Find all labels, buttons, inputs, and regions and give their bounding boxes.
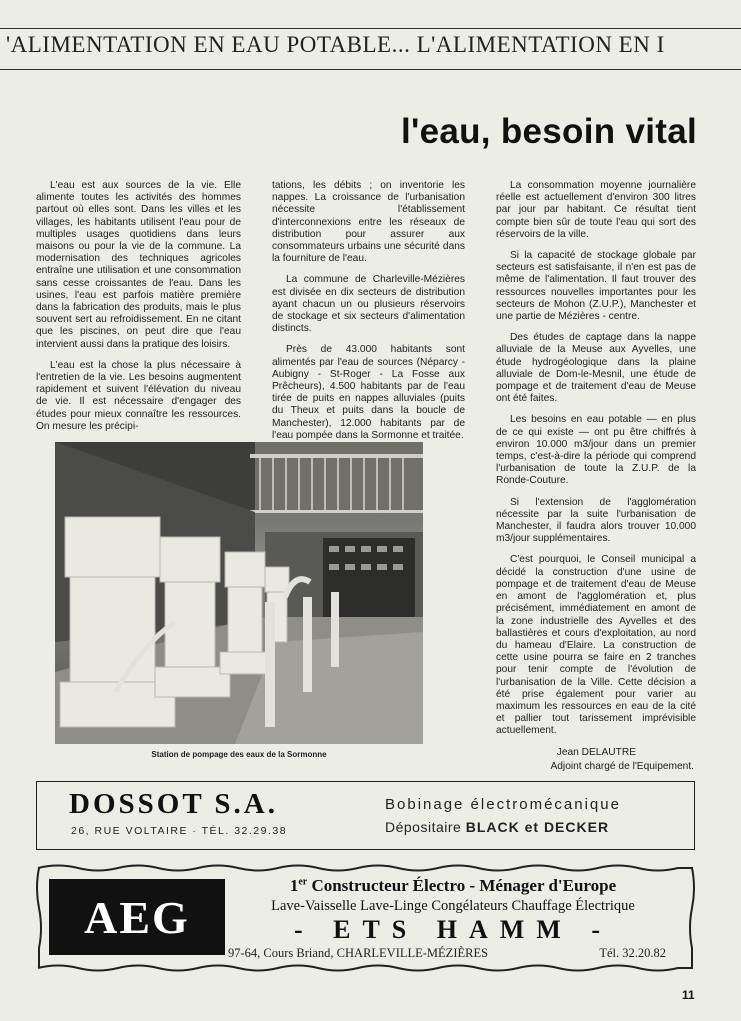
paragraph: L'eau est aux sources de la vie. Elle alimente toutes les activités des hommes partout où elles sont. Dans les villes et les villages, les habitants utilisent l'eau pour de multiples usages quotidiens dans leurs maisons ou pour la vie de la commune. La modernisation des techniques agricoles entraîne une utilisation et une consommation sans cesse croissantes de l'eau. Dans les usines, l'eau est parfois matière première dans la fabrication des produits, mais le plus souvent sert au refroidissement. En ne citant que les piscines, on peut dire que l'eau intervient aussi dans la pratique des loisirs. xyxy=(36,180,241,350)
ad-headline-ordinal: 1 xyxy=(289,876,299,895)
ad-address: 26, RUE VOLTAIRE · TÉL. 32.29.38 xyxy=(71,825,288,837)
ad-service-line: Bobinage électromécanique xyxy=(385,796,621,813)
running-header xyxy=(0,28,741,70)
signature-role: Adjoint chargé de l'Equipement. xyxy=(550,760,694,772)
photo-caption: Station de pompage des eaux de la Sormonne xyxy=(151,750,327,759)
ad-headline-sup: er xyxy=(298,876,308,888)
ad-store-name: - ETS HAMM - xyxy=(293,915,613,944)
aeg-logo: AEG xyxy=(49,879,225,955)
article-column-1 xyxy=(36,180,241,442)
paragraph: C'est pourquoi, le Conseil municipal a décidé la construction d'une usine de pompage et de traitement d'eau de Meuse en amont de l'agglomération et, plus précisément, immédiatement en amont de la zone industrielle des Ayvelles et des ballastières et cours d'exploitation, au nord du hameau d'Elaire. La construction de cette usine pourra se faire en 2 tranches pour tenir compte de l'évolution de l'urbanisation de la Ville. Cette décision a été prise également pour varier au maximum les ressources en eau de la cité et pallier tout tarissement imprévisible actuellement. xyxy=(496,554,696,737)
paragraph: L'eau est la chose la plus nécessaire à l'entretien de la vie. Les besoins augmentent rapidement et suivent l'élévation du niveau de vie. Il est nécessaire d'engager des études pour mieux connaître les ressources. On mesure les précipi- xyxy=(36,359,241,432)
article-column-2 xyxy=(272,180,465,451)
ad-contact-line xyxy=(228,946,678,961)
running-header-text: 'ALIMENTATION EN EAU POTABLE... L'ALIMENTATION EN I xyxy=(6,32,665,57)
dossot-advertisement xyxy=(36,781,695,850)
ad-dealer-line xyxy=(385,819,609,835)
paragraph: Des études de captage dans la nappe alluviale de la Meuse aux Ayvelles, une étude hydrogéologique dans la plaine alluviale de Dom-le-Mesnil, une étude de pompage et de traitement d'eau de Meuse ont été faites. xyxy=(496,332,696,405)
paragraph: tations, les débits ; on inventorie les nappes. La croissance de l'urbanisation nécessite l'établissement d'interconnexions entre les réseaux de distribution pour assurer aux consommateurs urbains une sécurité dans la fourniture de l'eau. xyxy=(272,180,465,265)
paragraph: Si la capacité de stockage globale par secteurs est satisfaisante, il n'en est pas de même de l'alimentation. Il faut trouver des ressources nouvelles importantes pour les secteurs de Mohon (Z.U.P.), Manchester et une partie de Mézières - centre. xyxy=(496,250,696,323)
paragraph: La commune de Charleville-Mézières est divisée en dix secteurs de distribution ayant chacun un ou plusieurs réservoirs de stockage et six secteurs d'alimentation distincts. xyxy=(272,274,465,335)
paragraph: Près de 43.000 habitants sont alimentés par l'eau de sources (Néparcy - Aubigny - St-Roger - La Fosse aux Prêcheurs), 4.500 habitants par de l'eau tirée de puits en nappes alluviales (puits du Theux et puits dans la boucle de Manchester), 12.000 habitants par de l'eau pompée dans la Sormonne et traitée. xyxy=(272,344,465,441)
ad-headline xyxy=(228,876,678,896)
pumping-station-photo xyxy=(55,442,423,744)
ad-dealer-brand: BLACK et DECKER xyxy=(465,819,610,835)
article-title: l'eau, besoin vital xyxy=(400,112,697,151)
ad-store-phone: Tél. 32.20.82 xyxy=(599,946,666,960)
page-number: 11 xyxy=(682,988,695,1002)
paragraph: Les besoins en eau potable — en plus de ce qui existe — ont pu être chiffrés à environ 10.000 m3/jour dans un premier temps, c'est-à-dire la période qui comprend l'urbanisation de toute la Z.U.P. de la Ronde-Couture. xyxy=(496,414,696,487)
ad-company-name: DOSSOT S.A. xyxy=(69,788,278,820)
ad-product-list: Lave-Vaisselle Lave-Linge Congélateurs Chauffage Électrique xyxy=(271,898,635,914)
aeg-hamm-advertisement xyxy=(36,862,695,974)
paragraph: La consommation moyenne journalière réelle est actuellement d'environ 300 litres par jour par habitant. Ce résultat tient compte bien sûr de toute l'eau qui sort des réservoirs de la ville. xyxy=(496,180,696,240)
paragraph: Si l'extension de l'agglomération nécessite par la suite l'urbanisation de Manchester, il faudra alors trouver 10.000 m3/jour supplémentaires. xyxy=(496,496,696,545)
ad-store-address: 97-64, Cours Briand, CHARLEVILLE-MÉZIÈRES xyxy=(228,946,489,960)
signature-name: Jean DELAUTRE xyxy=(556,746,636,758)
ad-dealer-prefix: Dépositaire xyxy=(385,819,462,835)
ad-headline-text: Constructeur Électro - Ménager d'Europe xyxy=(311,876,617,895)
article-column-3 xyxy=(496,180,696,773)
pumping-station-illustration xyxy=(55,442,423,744)
